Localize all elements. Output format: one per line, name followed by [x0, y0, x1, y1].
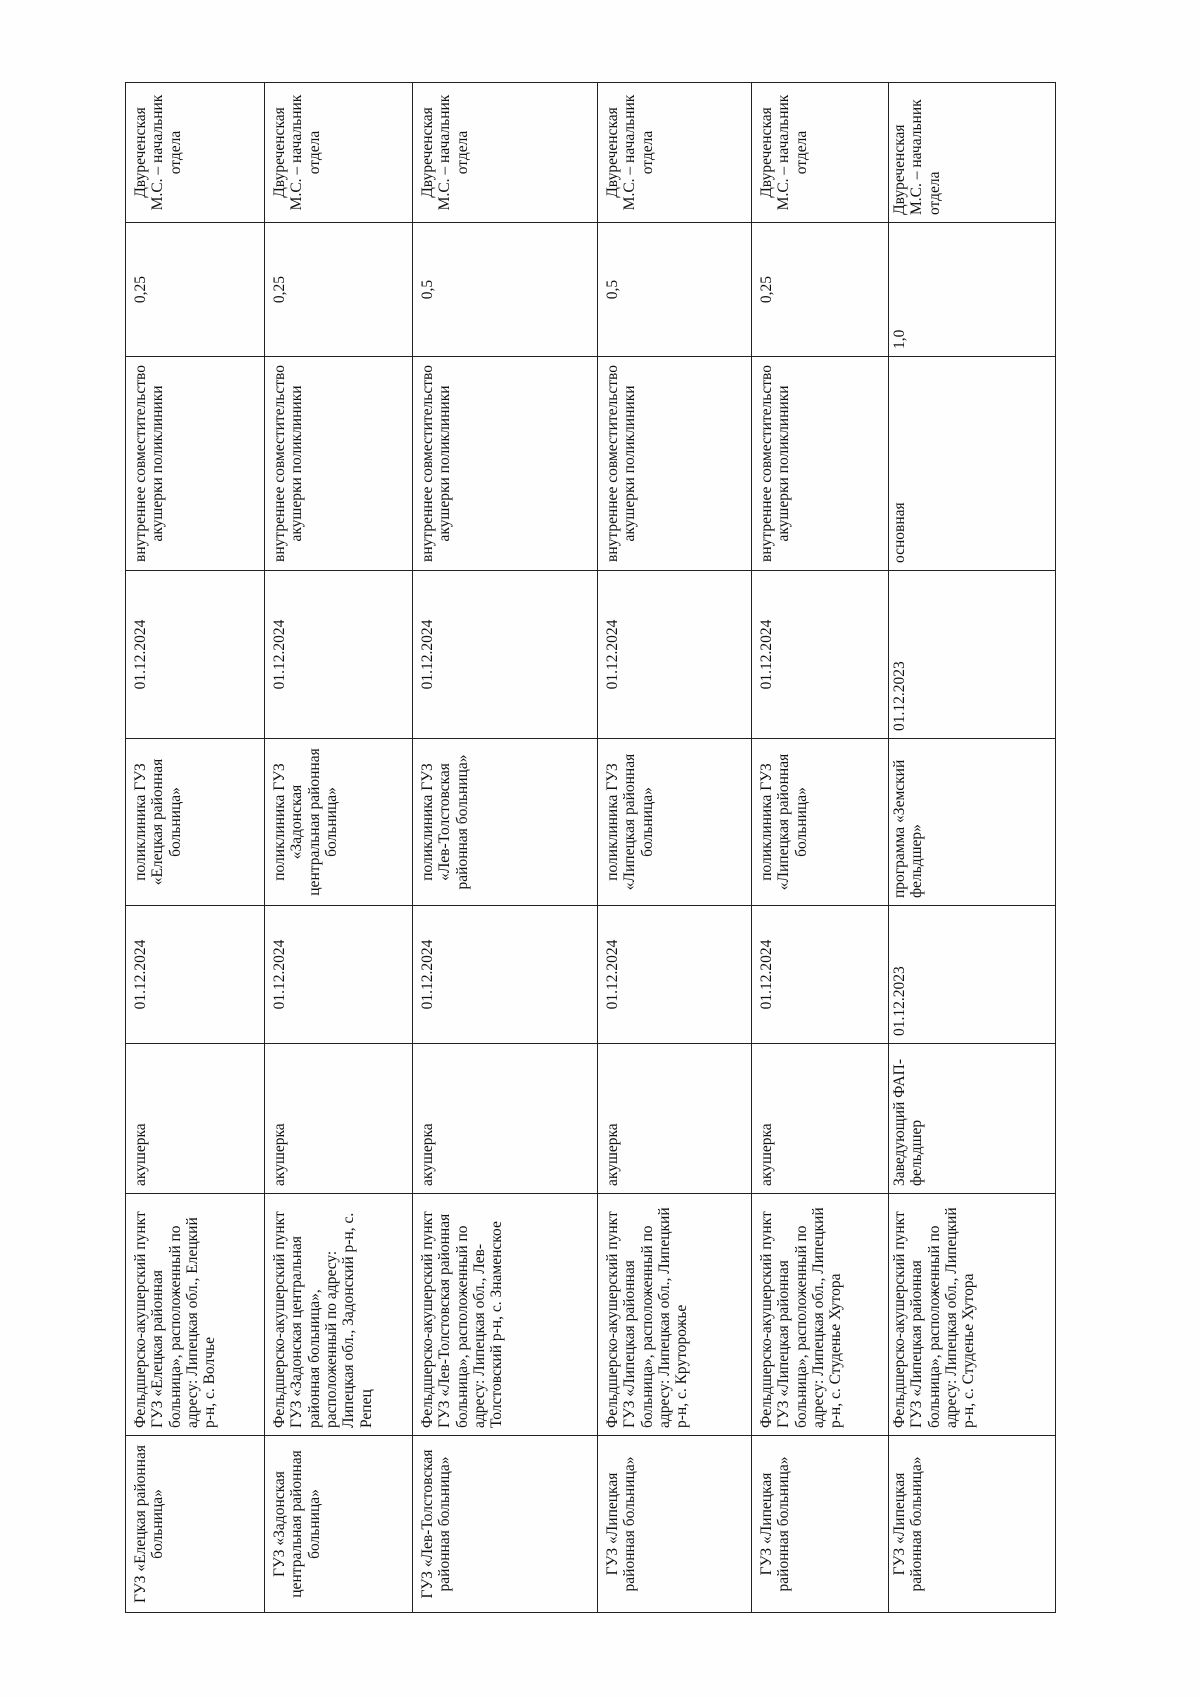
staffing-table: [125, 82, 1056, 1613]
cell-address: Фельдшерско-акушерский пункт ГУЗ «Елецкая районная больница», расположенный по адресу: Липецкая обл., Елецкий р-н, с. Волчье: [126, 1194, 265, 1436]
cell-address: Фельдшерско-акушерский пункт ГУЗ «Липецкая районная больница», расположенный по адресу: Липецкая обл., Липецкий р-н, с. Студенье Хутора: [752, 1194, 889, 1436]
cell-position: акушерка: [752, 1044, 889, 1194]
cell-responsible: Двуреченская М.С. – начальник отдела: [413, 83, 598, 223]
cell-position: Заведующий ФАП-фельдшер: [889, 1044, 1056, 1194]
cell-date-from: 01.12.2024: [752, 906, 889, 1044]
cell-type: основная: [889, 357, 1056, 571]
cell-basis: поликлиника ГУЗ «Елецкая районная больница»: [126, 739, 265, 906]
cell-date-from: 01.12.2024: [413, 906, 598, 1044]
cell-organization: ГУЗ «Елецкая районная больница»: [126, 1436, 265, 1613]
cell-rate: 1,0: [889, 223, 1056, 357]
cell-organization: ГУЗ «Лев-Толстовская районная больница»: [413, 1436, 598, 1613]
cell-type: внутреннее совместительство акушерки поликлиники: [265, 357, 413, 571]
cell-rate: 0,25: [126, 223, 265, 357]
cell-organization: ГУЗ «Задонская центральная районная больница»: [265, 1436, 413, 1613]
cell-type: внутреннее совместительство акушерки поликлиники: [598, 357, 752, 571]
cell-organization: ГУЗ «Липецкая районная больница»: [598, 1436, 752, 1613]
cell-responsible: Двуреченская М.С. – начальник отдела: [598, 83, 752, 223]
cell-basis: поликлиника ГУЗ «Липецкая районная больница»: [752, 739, 889, 906]
cell-responsible: Двуреченская М.С. – начальник отдела: [889, 83, 1056, 223]
cell-position: акушерка: [126, 1044, 265, 1194]
table-row: [752, 83, 889, 1613]
table-row: [126, 83, 265, 1613]
rotated-table-wrapper: [125, 83, 1055, 1613]
cell-basis: поликлиника ГУЗ «Задонская центральная районная больница»: [265, 739, 413, 906]
cell-rate: 0,5: [413, 223, 598, 357]
cell-position: акушерка: [598, 1044, 752, 1194]
cell-rate: 0,5: [598, 223, 752, 357]
cell-date-from: 01.12.2023: [889, 906, 1056, 1044]
cell-basis: программа «Земский фельдшер»: [889, 739, 1056, 906]
cell-position: акушерка: [265, 1044, 413, 1194]
cell-date-from: 01.12.2024: [126, 906, 265, 1044]
cell-date-to: 01.12.2023: [889, 571, 1056, 739]
cell-date-to: 01.12.2024: [752, 571, 889, 739]
cell-date-to: 01.12.2024: [598, 571, 752, 739]
cell-date-from: 01.12.2024: [265, 906, 413, 1044]
table-row: [889, 83, 1056, 1613]
cell-date-to: 01.12.2024: [265, 571, 413, 739]
cell-date-to: 01.12.2024: [413, 571, 598, 739]
cell-type: внутреннее совместительство акушерки поликлиники: [413, 357, 598, 571]
cell-date-to: 01.12.2024: [126, 571, 265, 739]
cell-position: акушерка: [413, 1044, 598, 1194]
cell-responsible: Двуреченская М.С. – начальник отдела: [126, 83, 265, 223]
cell-basis: поликлиника ГУЗ «Лев-Толстовская районная больница»: [413, 739, 598, 906]
cell-address: Фельдшерско-акушерский пункт ГУЗ «Лев-Толстовская районная больница», расположенный по адресу: Липецкая обл., Лев-Толстовский р-н, с. Знаменское: [413, 1194, 598, 1436]
cell-address: Фельдшерско-акушерский пункт ГУЗ «Липецкая районная больница», расположенный по адресу: Липецкая обл., Липецкий р-н, с. Круторожье: [598, 1194, 752, 1436]
cell-basis: поликлиника ГУЗ «Липецкая районная больница»: [598, 739, 752, 906]
cell-type: внутреннее совместительство акушерки поликлиники: [126, 357, 265, 571]
table-row: [265, 83, 413, 1613]
cell-address: Фельдшерско-акушерский пункт ГУЗ «Задонская центральная районная больница», расположенный по адресу: Липецкая обл., Задонский р-н, с. Репец: [265, 1194, 413, 1436]
cell-organization: ГУЗ «Липецкая районная больница»: [889, 1436, 1056, 1613]
cell-rate: 0,25: [752, 223, 889, 357]
cell-date-from: 01.12.2024: [598, 906, 752, 1044]
table-row: [598, 83, 752, 1613]
cell-responsible: Двуреченская М.С. – начальник отдела: [752, 83, 889, 223]
cell-type: внутреннее совместительство акушерки поликлиники: [752, 357, 889, 571]
table-row: [413, 83, 598, 1613]
cell-responsible: Двуреченская М.С. – начальник отдела: [265, 83, 413, 223]
cell-organization: ГУЗ «Липецкая районная больница»: [752, 1436, 889, 1613]
cell-rate: 0,25: [265, 223, 413, 357]
cell-address: Фельдшерско-акушерский пункт ГУЗ «Липецкая районная больница», расположенный по адресу: Липецкая обл., Липецкий р-н, с. Студенье Хутора: [889, 1194, 1056, 1436]
